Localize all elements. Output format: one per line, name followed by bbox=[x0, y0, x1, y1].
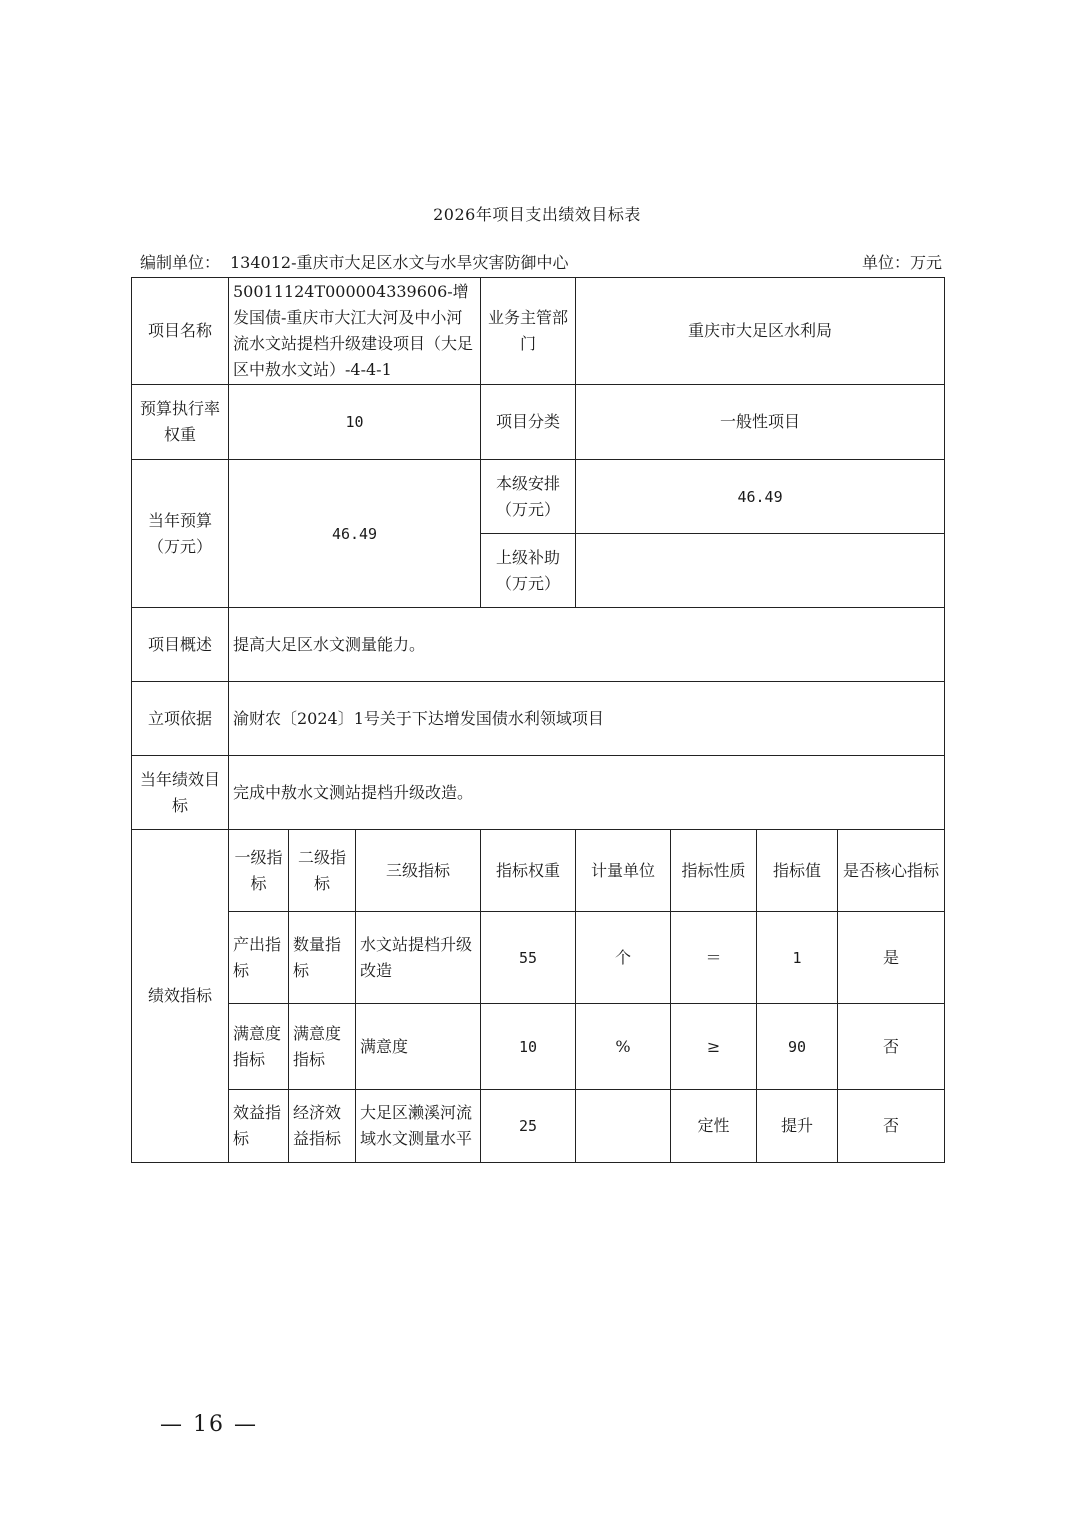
page-title: 2026年项目支出绩效目标表 bbox=[433, 205, 641, 224]
row3-level1: 效益指标 bbox=[229, 1090, 289, 1163]
row2-nature: ≥ bbox=[671, 1004, 757, 1090]
org-label: 编制单位： bbox=[140, 253, 221, 272]
table-row bbox=[132, 278, 945, 385]
table-row bbox=[132, 460, 945, 534]
header-nature: 指标性质 bbox=[671, 830, 757, 912]
weight-value: 10 bbox=[229, 385, 481, 460]
row2-level3: 满意度 bbox=[356, 1004, 481, 1090]
org-info bbox=[140, 250, 569, 273]
unit-label: 单位：万元 bbox=[861, 253, 942, 272]
table-row bbox=[132, 756, 945, 830]
indicators-label: 绩效指标 bbox=[132, 830, 229, 1163]
row3-nature: 定性 bbox=[671, 1090, 757, 1163]
row1-value: 1 bbox=[757, 912, 838, 1004]
local-value: 46.49 bbox=[576, 460, 945, 534]
row1-nature: ＝ bbox=[671, 912, 757, 1004]
budget-label: 当年预算（万元） bbox=[132, 460, 229, 608]
row1-weight: 55 bbox=[481, 912, 576, 1004]
row3-core: 否 bbox=[838, 1090, 945, 1163]
table-row bbox=[132, 682, 945, 756]
performance-table bbox=[131, 277, 945, 1163]
dept-label: 业务主管部门 bbox=[481, 278, 576, 385]
header-core: 是否核心指标 bbox=[838, 830, 945, 912]
dept-value: 重庆市大足区水利局 bbox=[576, 278, 945, 385]
header-unit: 计量单位 bbox=[576, 830, 671, 912]
row3-weight: 25 bbox=[481, 1090, 576, 1163]
row1-level2: 数量指标 bbox=[289, 912, 356, 1004]
header-value: 指标值 bbox=[757, 830, 838, 912]
table-row bbox=[132, 385, 945, 460]
header-weight: 指标权重 bbox=[481, 830, 576, 912]
indicator-row bbox=[132, 912, 945, 1004]
project-name-label: 项目名称 bbox=[132, 278, 229, 385]
row3-unit bbox=[576, 1090, 671, 1163]
subsidy-label: 上级补助（万元） bbox=[481, 534, 576, 608]
indicator-row bbox=[132, 1004, 945, 1090]
basis-label: 立项依据 bbox=[132, 682, 229, 756]
goal-value: 完成中敖水文测站提档升级改造。 bbox=[229, 756, 945, 830]
goal-label: 当年绩效目标 bbox=[132, 756, 229, 830]
project-name-value: 50011124T000004339606-增发国债-重庆市大江大河及中小河流水文站提档升级建设项目（大足区中敖水文站）-4-4-1 bbox=[229, 278, 481, 385]
row3-level3: 大足区濑溪河流域水文测量水平 bbox=[356, 1090, 481, 1163]
header-level1: 一级指标 bbox=[229, 830, 289, 912]
local-label: 本级安排（万元） bbox=[481, 460, 576, 534]
row2-core: 否 bbox=[838, 1004, 945, 1090]
row3-level2: 经济效益指标 bbox=[289, 1090, 356, 1163]
subsidy-value bbox=[576, 534, 945, 608]
header-level2: 二级指标 bbox=[289, 830, 356, 912]
unit-row bbox=[140, 250, 942, 274]
row2-unit: % bbox=[576, 1004, 671, 1090]
org-value: 134012-重庆市大足区水文与水旱灾害防御中心 bbox=[230, 253, 569, 272]
row1-level3: 水文站提档升级改造 bbox=[356, 912, 481, 1004]
category-label: 项目分类 bbox=[481, 385, 576, 460]
row1-core: 是 bbox=[838, 912, 945, 1004]
overview-label: 项目概述 bbox=[132, 608, 229, 682]
indicator-row bbox=[132, 1090, 945, 1163]
indicator-header-row bbox=[132, 830, 945, 912]
budget-value: 46.49 bbox=[229, 460, 481, 608]
table-row bbox=[132, 608, 945, 682]
weight-label: 预算执行率权重 bbox=[132, 385, 229, 460]
category-value: 一般性项目 bbox=[576, 385, 945, 460]
header-level3: 三级指标 bbox=[356, 830, 481, 912]
row2-weight: 10 bbox=[481, 1004, 576, 1090]
row3-value: 提升 bbox=[757, 1090, 838, 1163]
row2-level1: 满意度指标 bbox=[229, 1004, 289, 1090]
row1-unit: 个 bbox=[576, 912, 671, 1004]
row1-level1: 产出指标 bbox=[229, 912, 289, 1004]
row2-level2: 满意度指标 bbox=[289, 1004, 356, 1090]
page-number: — 16 — bbox=[160, 1412, 258, 1437]
basis-value: 渝财农〔2024〕1号关于下达增发国债水利领域项目 bbox=[229, 682, 945, 756]
row2-value: 90 bbox=[757, 1004, 838, 1090]
overview-value: 提高大足区水文测量能力。 bbox=[229, 608, 945, 682]
